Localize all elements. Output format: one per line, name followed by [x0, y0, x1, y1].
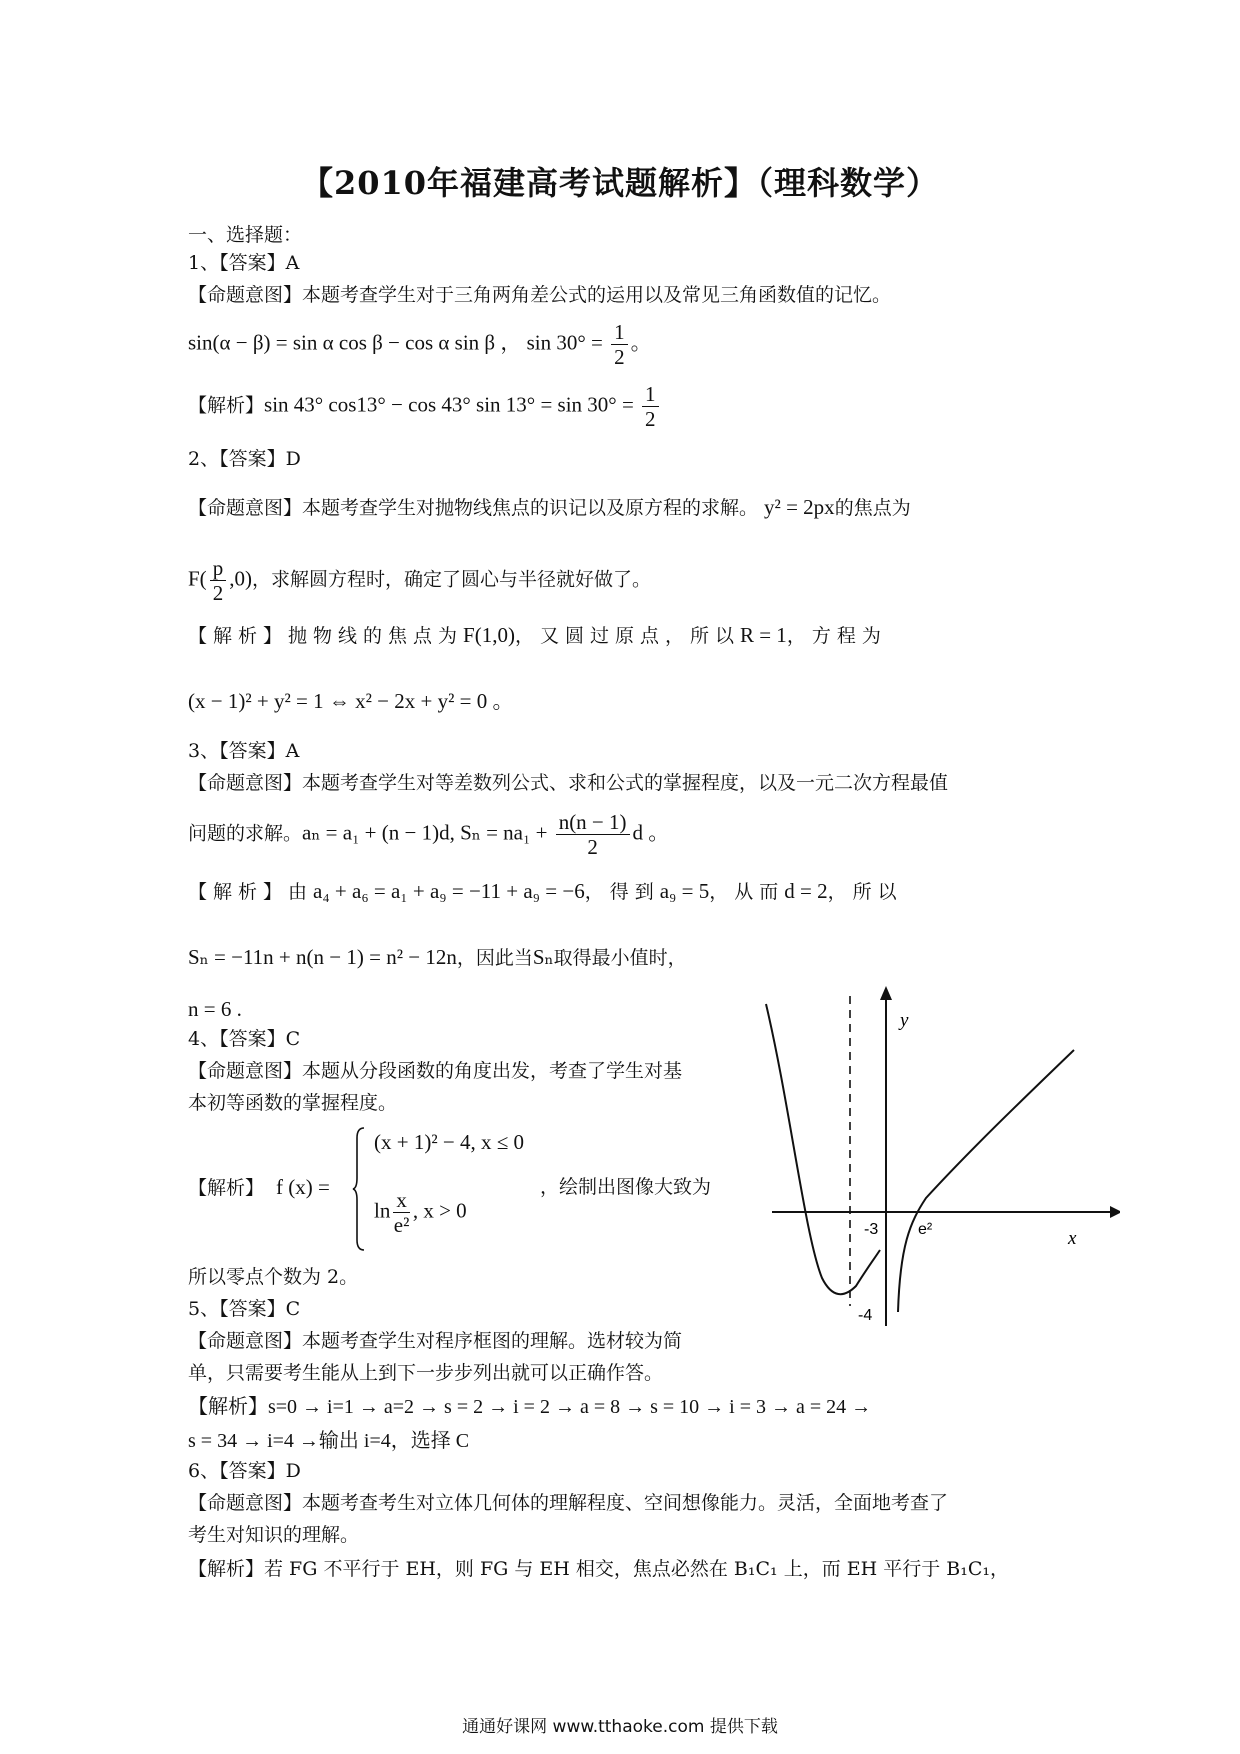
q2-analysis-text-b: ，又圆过原点，所以 — [514, 625, 740, 647]
q3-sn-tail: 取得最小值时， — [553, 947, 687, 969]
x-axis-label: x — [1068, 1228, 1077, 1249]
q5-intent-2: 单，只需要考生能从上到下一步步列出就可以正确作答。 — [188, 1362, 664, 1384]
q2-analysis — [188, 622, 887, 649]
q3-frac-den: 2 — [587, 835, 598, 859]
q2-answer: 2、【答案】D — [188, 448, 301, 470]
q1-answer: 1、【答案】A — [188, 252, 300, 274]
q3-analysis — [188, 878, 903, 905]
q4-case-2-num: x — [393, 1188, 410, 1213]
q2-equation: (x − 1)² + y² = 1 ⇔ x² − 2x + y² = 0 。 — [188, 689, 514, 713]
q1-half-den: 2 — [614, 345, 625, 369]
q1-formula-text: sin(α − β) = sin α cos β − cos α sin β ， sin 30° = — [188, 330, 609, 355]
q4-zeros: 所以零点个数为 2。 — [188, 1266, 359, 1288]
q1-half-num: 1 — [611, 320, 628, 345]
q1-analysis-fraction — [642, 382, 659, 431]
q1-analysis — [188, 382, 662, 431]
q4-case-1: (x + 1)² − 4, x ≤ 0 — [374, 1130, 524, 1154]
q1-half-fraction — [611, 320, 628, 369]
q3-analysis-text-a: 【解析】由 — [188, 881, 314, 903]
q3-sn — [188, 944, 687, 971]
q2-focus-fraction — [210, 556, 227, 605]
q3-intent-2-text: 问题的求解。 — [188, 822, 303, 845]
q3-conclusion: n = 6 . — [188, 997, 242, 1021]
footer-credit: 通通好课网 www.tthaoke.com 提供下载 — [462, 1717, 778, 1737]
q3-analysis-text-b: ，得到 — [584, 881, 660, 903]
q3-sn-text: ，因此当 — [456, 947, 533, 969]
q5-analysis-2: s = 34 → i=4 →输出 i=4，选择 C — [188, 1430, 470, 1452]
q3-analysis-math-1: a₄ + a₆ = a₁ + a₉ = −11 + a₉ = −6 — [313, 879, 585, 903]
q3-answer: 3、【答案】A — [188, 740, 300, 762]
q3-analysis-math-2: a₉ = 5 — [659, 879, 710, 903]
q4-analysis-label: 【解析】 — [188, 1177, 265, 1199]
q4-analysis — [188, 1174, 330, 1201]
q4-answer: 4、【答案】C — [188, 1028, 301, 1050]
q2-analysis-text-c: ，方程为 — [786, 625, 887, 647]
q2-focus-text: ，求解圆方程时，确定了圆心与半径就好做了。 — [251, 568, 651, 591]
q4-func: f (x) = — [276, 1175, 330, 1199]
q2-analysis-math-2: R = 1 — [739, 623, 787, 647]
curve-left — [766, 1004, 880, 1294]
q4-after: ，绘制出图像大致为 — [540, 1176, 712, 1198]
q1-analysis-den: 2 — [645, 407, 656, 431]
curve-right — [898, 1050, 1074, 1312]
q6-intent-2: 考生对知识的理解。 — [188, 1524, 360, 1546]
y-axis-arrow-icon — [880, 986, 892, 1000]
q3-sn-var: Sₙ — [532, 945, 554, 969]
q3-sum-fraction — [556, 810, 630, 859]
q1-analysis-num: 1 — [642, 382, 659, 407]
q2-focus — [188, 556, 651, 605]
y-axis-label: y — [900, 1010, 909, 1031]
q4-case-2-den: e² — [393, 1213, 410, 1237]
q2-analysis-math-1: F(1,0) — [463, 623, 515, 647]
q1-formula-tail: 。 — [630, 330, 652, 355]
q1-intent: 【命题意图】本题考查学生对于三角两角差公式的运用以及常见三角函数值的记忆。 — [188, 284, 892, 306]
q4-intent-2: 本初等函数的掌握程度。 — [188, 1092, 398, 1114]
q2-intent-tail: 的焦点为 — [834, 497, 911, 519]
q3-intent-2 — [188, 810, 669, 859]
q2-focus-open: F( — [188, 566, 207, 591]
q6-answer: 6、【答案】D — [188, 1460, 301, 1482]
q3-analysis-math-3: d = 2 — [784, 879, 828, 903]
q2-intent-text: 【命题意图】本题考查学生对抛物线焦点的识记以及原方程的求解。 — [188, 497, 765, 519]
section-heading: 一、选择题： — [188, 224, 303, 246]
brace-icon — [352, 1126, 366, 1252]
q4-case-2 — [374, 1188, 467, 1237]
q3-sn-math: Sₙ = −11n + n(n − 1) = n² − 12n — [188, 945, 457, 969]
q3-intent-1: 【命题意图】本题考查学生对等差数列公式、求和公式的掌握程度，以及一元二次方程最值 — [188, 772, 949, 794]
q2-focus-close: ,0) — [229, 566, 252, 591]
q3-analysis-text-d: ，所以 — [827, 881, 903, 903]
q2-focus-den: 2 — [212, 581, 224, 605]
mark-neg4: -4 — [858, 1307, 873, 1324]
mark-neg3: -3 — [864, 1221, 879, 1238]
q1-formula — [188, 320, 652, 369]
q2-intent — [188, 494, 911, 521]
q3-frac-num: n(n − 1) — [556, 810, 630, 835]
mark-e2: e² — [918, 1221, 933, 1238]
q2-intent-math: y² = 2px — [764, 495, 835, 519]
q3-intent-math: aₙ = a₁ + (n − 1)d, Sₙ = na₁ + — [302, 820, 553, 845]
q5-analysis-1: 【解析】s=0 → i=1 → a=2 → s = 2 → i = 2 → a = 8 → s = 10 → i = 3 → a = 24 → — [188, 1396, 872, 1418]
q6-intent-1: 【命题意图】本题考查考生对立体几何体的理解程度、空间想像能力。灵活，全面地考查了 — [188, 1492, 949, 1514]
q4-case-2-cond: , x > 0 — [412, 1198, 467, 1223]
q2-focus-num: p — [210, 556, 227, 581]
q4-case-2-fraction — [393, 1188, 410, 1237]
function-graph — [760, 986, 1120, 1326]
q1-analysis-math: sin 43° cos13° − cos 43° sin 13° = sin 30° = — [264, 392, 640, 417]
q4-case-2-ln: ln — [374, 1198, 391, 1223]
q2-analysis-text-a: 【解析】抛物线的焦点为 — [188, 625, 464, 647]
q6-analysis: 【解析】若 FG 不平行于 EH，则 FG 与 EH 相交，焦点必然在 B₁C₁ 上，而 EH 平行于 B₁C₁， — [188, 1558, 1009, 1580]
q5-answer: 5、【答案】C — [188, 1298, 301, 1320]
x-axis-arrow-icon — [1110, 1206, 1120, 1218]
q3-analysis-text-c: ，从而 — [709, 881, 785, 903]
page-title: 【2010年福建高考试题解析】（理科数学） — [300, 164, 940, 202]
q3-intent-tail: d 。 — [632, 820, 670, 845]
q4-intent-1: 【命题意图】本题从分段函数的角度出发，考查了学生对基 — [188, 1060, 683, 1082]
q5-intent-1: 【命题意图】本题考查学生对程序框图的理解。选材较为简 — [188, 1330, 683, 1352]
q1-analysis-label: 【解析】 — [188, 394, 265, 417]
